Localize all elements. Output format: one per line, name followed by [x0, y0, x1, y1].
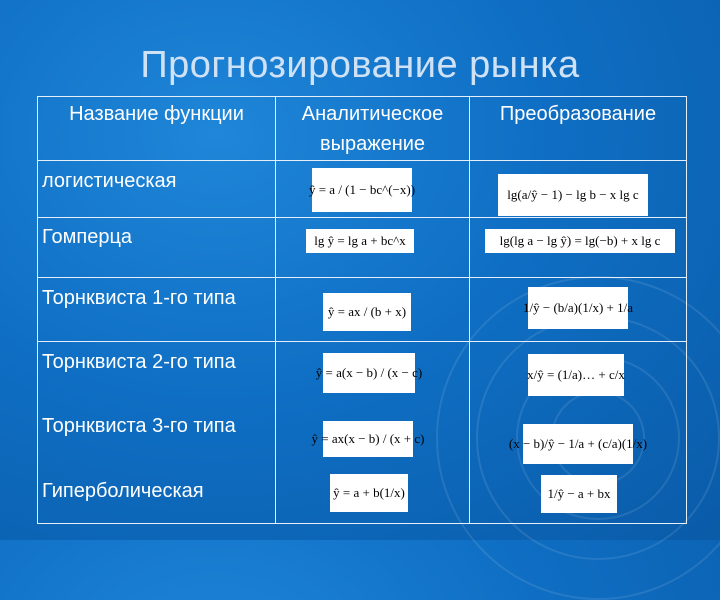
- row-name-hyperbolic: Гиперболическая: [42, 480, 204, 502]
- table-divider: [38, 217, 686, 218]
- formula-expression: ŷ = a + b(1/x): [330, 474, 408, 512]
- formula-expression: ŷ = a(x − b) / (x − c): [323, 353, 415, 393]
- table-divider: [38, 160, 686, 161]
- table-divider: [38, 341, 686, 342]
- table-divider: [469, 97, 470, 523]
- formula-transformation: (x − b)/ŷ − 1/a + (c/a)(1/x): [523, 424, 633, 464]
- formula-expression: lg ŷ = lg a + bc^x: [306, 229, 414, 253]
- formula-expression: ŷ = ax / (b + x): [323, 293, 411, 331]
- header-analytic-expression: Аналитическое выражение: [301, 103, 444, 155]
- row-name-gompertz: Гомперца: [42, 226, 133, 248]
- header-function-name: Название функции: [69, 103, 244, 125]
- row-name-tornquist-3: Торнквиста 3-го типа: [42, 415, 236, 437]
- formula-transformation: 1/ŷ − (b/a)(1/x) + 1/a: [528, 287, 628, 329]
- functions-table: [37, 96, 687, 524]
- table-divider: [38, 277, 686, 278]
- formula-expression: ŷ = a / (1 − bc^(−x)): [312, 168, 412, 212]
- row-name-tornquist-2: Торнквиста 2-го типа: [42, 351, 236, 373]
- row-name-tornquist-1: Торнквиста 1-го типа: [42, 287, 236, 309]
- row-name-logistic: логистическая: [42, 170, 177, 192]
- header-transformation: Преобразование: [499, 103, 657, 125]
- formula-transformation: lg(a/ŷ − 1) − lg b − x lg c: [498, 174, 648, 216]
- formula-expression: ŷ = ax(x − b) / (x + c): [323, 421, 413, 457]
- formula-transformation: lg(lg a − lg ŷ) = lg(−b) + x lg c: [485, 229, 675, 253]
- table-divider: [275, 97, 276, 523]
- formula-transformation: x/ŷ = (1/a)… + c/x: [528, 354, 624, 396]
- formula-transformation: 1/ŷ − a + bx: [541, 475, 617, 513]
- slide-title: Прогнозирование рынка: [140, 44, 580, 86]
